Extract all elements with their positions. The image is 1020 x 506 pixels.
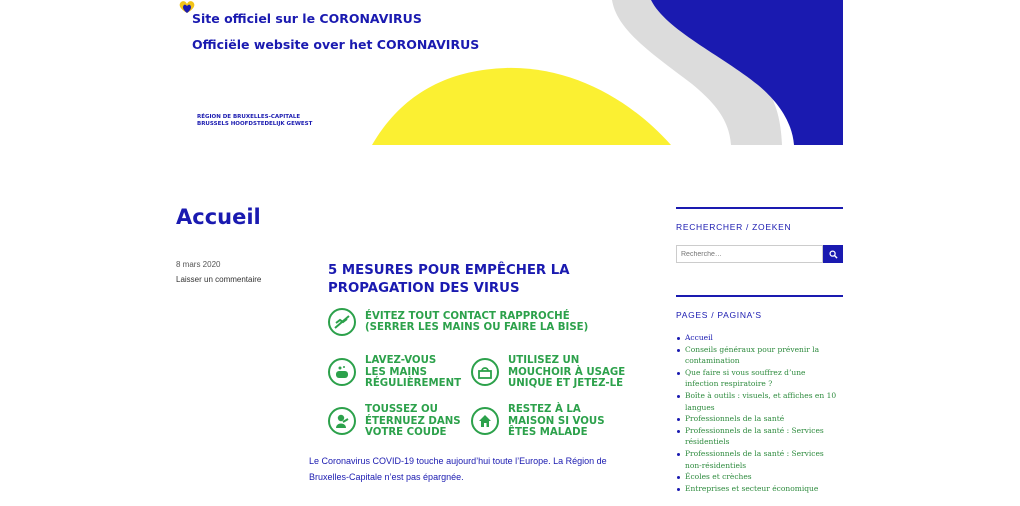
measure-text: RESTEZ À LA MAISON SI VOUS ÊTES MALADE [508, 404, 605, 438]
site-title-fr: Site officiel sur le CORONAVIRUS [192, 11, 422, 26]
leave-comment-link[interactable]: Laisser un commentaire [176, 275, 262, 284]
header-banner [176, 0, 843, 145]
region-name [197, 114, 312, 128]
measure-text: TOUSSEZ OU ÉTERNUEZ DANS VOTRE COUDE [365, 404, 461, 438]
pages-list [676, 332, 841, 494]
measure-tissue [471, 355, 625, 390]
pages-widget-rule [676, 295, 843, 297]
page-link-entreprises[interactable]: Entreprises et secteur économique [676, 483, 841, 495]
infographic-title-line1: 5 MESURES POUR EMPÊCHER LA [328, 263, 570, 278]
page-link-ecoles[interactable]: Écoles et crèches [676, 471, 841, 483]
region-name-nl: BRUSSELS HOOFDSTEDELIJK GEWEST [197, 121, 313, 127]
page-link-boite-outils[interactable]: Boîte à outils : visuels, et affiches en 10 langues [676, 390, 841, 413]
page-link-conseils[interactable]: Conseils généraux pour prévenir la contamination [676, 344, 841, 367]
page-link-non-residentiels[interactable]: Professionnels de la santé : Services non-résidentiels [676, 448, 841, 471]
iris-logo-icon [176, 0, 198, 14]
measure-text: UTILISEZ UN MOUCHOIR À USAGE UNIQUE ET JETEZ-LE [508, 355, 626, 389]
page-link-professionnels[interactable]: Professionnels de la santé [676, 413, 841, 425]
home-icon [471, 407, 499, 435]
prevention-infographic [325, 262, 645, 438]
page-link-infection[interactable]: Que faire si vous souffrez d’une infection respiratoire ? [676, 367, 841, 390]
post-date-link[interactable]: 8 mars 2020 [176, 260, 221, 269]
tissue-box-icon [471, 358, 499, 386]
next-paragraph-partial [309, 500, 629, 506]
search-widget-title: RECHERCHER / ZOEKEN [676, 222, 792, 232]
wash-hands-icon [328, 358, 356, 386]
measure-text: ÉVITEZ TOUT CONTACT RAPPROCHÉ (SERRER LES MAINS OU FAIRE LA BISE) [365, 310, 589, 333]
measure-cough-elbow [328, 404, 461, 439]
infographic-title-line2: PROPAGATION DES VIRUS [328, 281, 520, 296]
search-widget-rule [676, 207, 843, 209]
infographic-title [328, 262, 645, 298]
intro-paragraph: Le Coronavirus COVID-19 touche aujourd’hui toute l’Europe. La Région de Bruxelles-Capitale n’est pas épargnée. [309, 456, 607, 482]
measure-stay-home [471, 404, 605, 439]
measure-avoid-contact [328, 308, 588, 336]
region-name-fr: RÉGION DE BRUXELLES-CAPITALE [197, 114, 301, 120]
pages-widget-title: PAGES / PAGINA'S [676, 310, 762, 320]
no-handshake-icon [328, 308, 356, 336]
search-button[interactable] [823, 245, 843, 263]
banner-yellow-shape [372, 68, 671, 145]
measure-text: LAVEZ-VOUS LES MAINS RÉGULIÈREMENT [365, 355, 462, 389]
page-link-accueil[interactable]: Accueil [676, 332, 841, 344]
cough-elbow-icon [328, 407, 356, 435]
page-link-residentiels[interactable]: Professionnels de la santé : Services résidentiels [676, 425, 841, 448]
measure-wash-hands [328, 355, 461, 390]
page-title: Accueil [176, 205, 261, 229]
site-title-nl: Officiële website over het CORONAVIRUS [192, 37, 480, 52]
search-icon [829, 250, 838, 259]
search-input[interactable] [676, 245, 823, 263]
